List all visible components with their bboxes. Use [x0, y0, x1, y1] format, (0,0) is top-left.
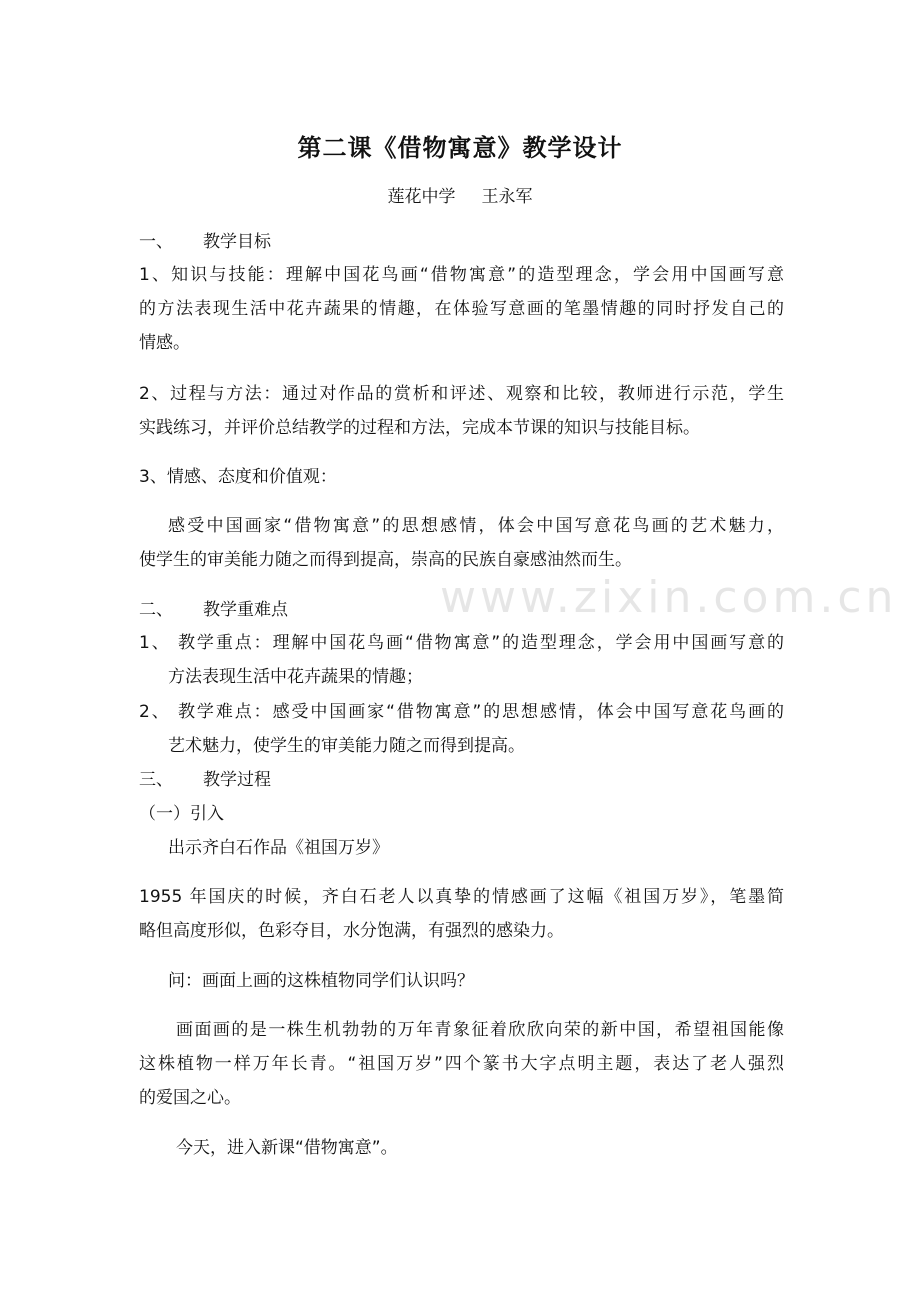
intro-show: 出示齐白石作品《祖国万岁》 [168, 838, 389, 858]
goal3-line-2: 使学生的审美能力随之而得到提高，崇高的民族自豪感油然而生。 [139, 550, 632, 570]
document-title: 第二课《借物寓意》教学设计 [297, 133, 623, 162]
key2-line-2: 艺术魅力，使学生的审美能力随之而得到提高。 [168, 736, 525, 756]
para1-line-1: 1955 年国庆的时候，齐白石老人以真挚的情感画了这幅《祖国万岁》，笔墨简 [139, 887, 784, 907]
para2-line-1: 画面画的是一株生机勃勃的万年青象征着欣欣向荣的新中国，希望祖国能像 [176, 1020, 784, 1040]
section-heading-goals: 一、 教学目标 [139, 232, 271, 252]
para2-line-3: 的爱国之心。 [139, 1088, 241, 1108]
section-heading-process: 三、 教学过程 [139, 770, 271, 790]
goal1-line-3: 情感。 [139, 333, 190, 353]
goal1-line-1: 1、知识与技能：理解中国花鸟画“借物寓意”的造型理念，学会用中国画写意 [139, 265, 784, 285]
goal2-line-2: 实践练习，并评价总结教学的过程和方法，完成本节课的知识与技能目标。 [139, 418, 700, 438]
section-heading-keypoints: 二、 教学重难点 [139, 600, 288, 620]
para2-line-2: 这株植物一样万年长青。“祖国万岁”四个篆书大字点明主题，表达了老人强烈 [139, 1054, 784, 1074]
watermark: www.zixin.com.cn [440, 572, 898, 623]
intro-title: （一）引入 [139, 804, 224, 824]
goal3-line-1: 感受中国画家“借物寓意”的思想感情，体会中国写意花鸟画的艺术魅力， [168, 516, 784, 536]
goal2-line-1: 2、过程与方法：通过对作品的赏析和评述、观察和比较，教师进行示范，学生 [139, 384, 784, 404]
goal3-title: 3、情感、态度和价值观： [139, 467, 337, 487]
author-line [0, 182, 920, 207]
para1-line-2: 略但高度形似，色彩夺目，水分饱满，有强烈的感染力。 [139, 921, 564, 941]
question-line: 问：画面上画的这株植物同学们认识吗？ [168, 971, 474, 991]
today-line: 今天，进入新课“借物寓意”。 [176, 1138, 398, 1158]
key1-line-2: 方法表现生活中花卉蔬果的情趣； [168, 667, 423, 687]
author-name: 王永军 [481, 187, 533, 207]
author-school: 莲花中学 [387, 187, 456, 207]
key1-line-1: 1、 教学重点：理解中国花鸟画“借物寓意”的造型理念，学会用中国画写意的 [139, 633, 784, 653]
goal1-line-2: 的方法表现生活中花卉蔬果的情趣，在体验写意画的笔墨情趣的同时抒发自己的 [139, 299, 784, 319]
key2-line-1: 2、 教学难点：感受中国画家“借物寓意”的思想感情，体会中国写意花鸟画的 [139, 702, 784, 722]
